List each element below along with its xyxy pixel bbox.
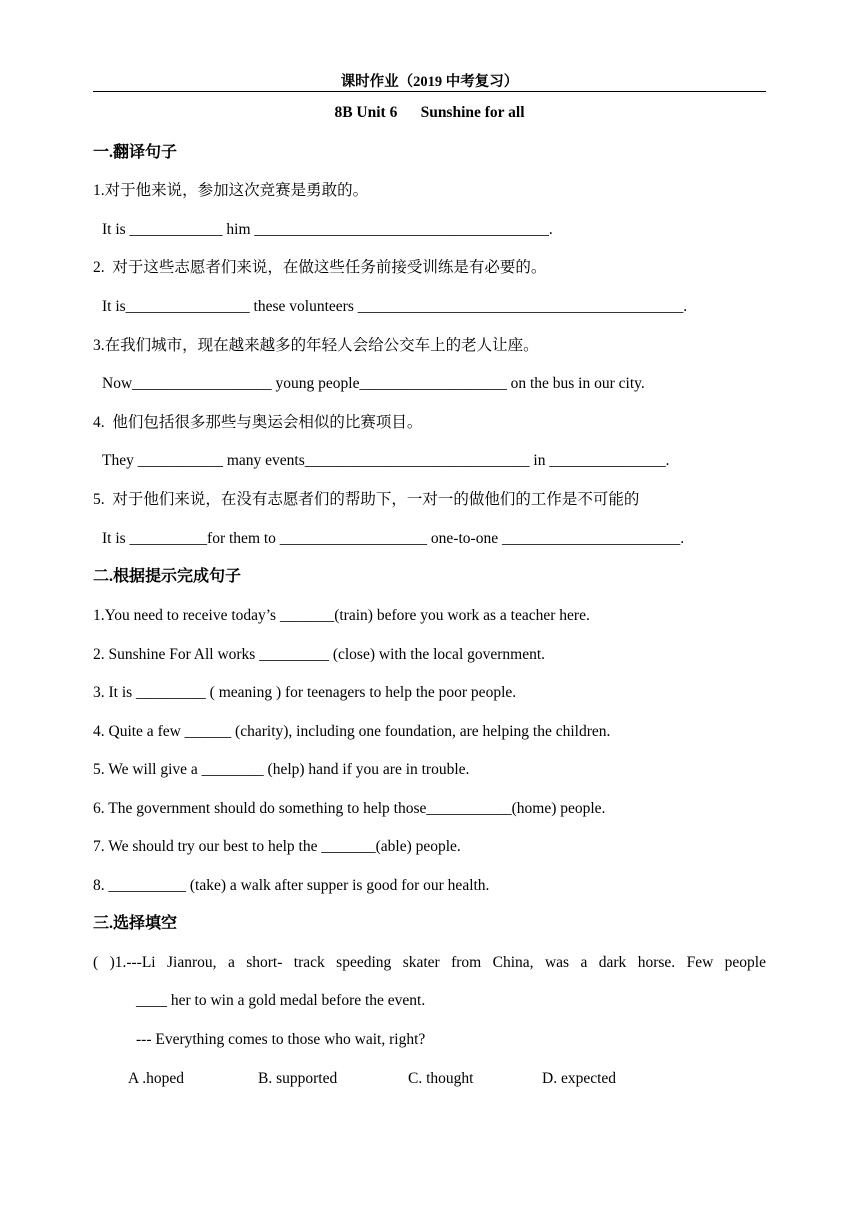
- section1-item5-en: It is __________for them to ___________________ one-to-one _______________________.: [102, 530, 685, 547]
- section2-item4: 4. Quite a few ______ (charity), including one foundation, are helping the children.: [93, 723, 611, 740]
- section2-item3: 3. It is _________ ( meaning ) for teenagers to help the poor people.: [93, 684, 517, 701]
- section2-item5: 5. We will give a ________ (help) hand if you are in trouble.: [93, 761, 470, 778]
- section2-item8: 8. __________ (take) a walk after supper is good for our health.: [93, 877, 490, 894]
- section1-item3-en: Now__________________ young people___________________ on the bus in our city.: [102, 375, 645, 392]
- section1-item2-en: It is________________ these volunteers __________________________________________.: [102, 298, 688, 315]
- section1-item4-en: They ___________ many events_____________________________ in _______________.: [102, 452, 670, 469]
- section1-item4-zh: 4. 他们包括很多那些与奥运会相似的比赛项目。: [93, 414, 423, 431]
- section2-item1: 1.You need to receive today’s _______(train) before you work as a teacher here.: [93, 607, 590, 624]
- page-header: 课时作业（2019 中考复习）: [340, 74, 519, 90]
- section2-heading: 二.根据提示完成句子: [93, 568, 242, 585]
- unit-title: 8B Unit 6 Sunshine for all: [334, 104, 525, 121]
- section1-item3-zh: 3.在我们城市，现在越来越多的年轻人会给公交车上的老人让座。: [93, 337, 539, 354]
- header-divider: [93, 91, 766, 92]
- section2-item7: 7. We should try our best to help the _______(able) people.: [93, 838, 461, 855]
- option-b: B. supported: [258, 1070, 338, 1087]
- section1-item1-en: It is ____________ him ______________________________________.: [102, 221, 553, 238]
- section1-item2-zh: 2. 对于这些志愿者们来说，在做这些任务前接受训练是有必要的。: [93, 259, 547, 276]
- section2-item6: 6. The government should do something to help those___________(home) people.: [93, 800, 606, 817]
- section2-item2: 2. Sunshine For All works _________ (close) with the local government.: [93, 646, 546, 663]
- option-a: A .hoped: [128, 1070, 184, 1087]
- section1-item5-zh: 5. 对于他们来说，在没有志愿者们的帮助下，一对一的做他们的工作是不可能的: [93, 491, 640, 508]
- option-c: C. thought: [408, 1070, 474, 1087]
- section3-q1-line1: ( )1.---Li Jianrou, a short- track speeding skater from China, was a dark horse. Few people: [93, 954, 766, 971]
- option-d: D. expected: [542, 1070, 617, 1087]
- section3-q1-line3: --- Everything comes to those who wait, right?: [136, 1031, 426, 1048]
- section3-q1-line2: ____ her to win a gold medal before the event.: [136, 992, 426, 1009]
- section1-heading: 一.翻译句子: [93, 144, 178, 161]
- section1-item1-zh: 1.对于他来说，参加这次竞赛是勇敢的。: [93, 182, 369, 199]
- section3-heading: 三.选择填空: [93, 915, 178, 932]
